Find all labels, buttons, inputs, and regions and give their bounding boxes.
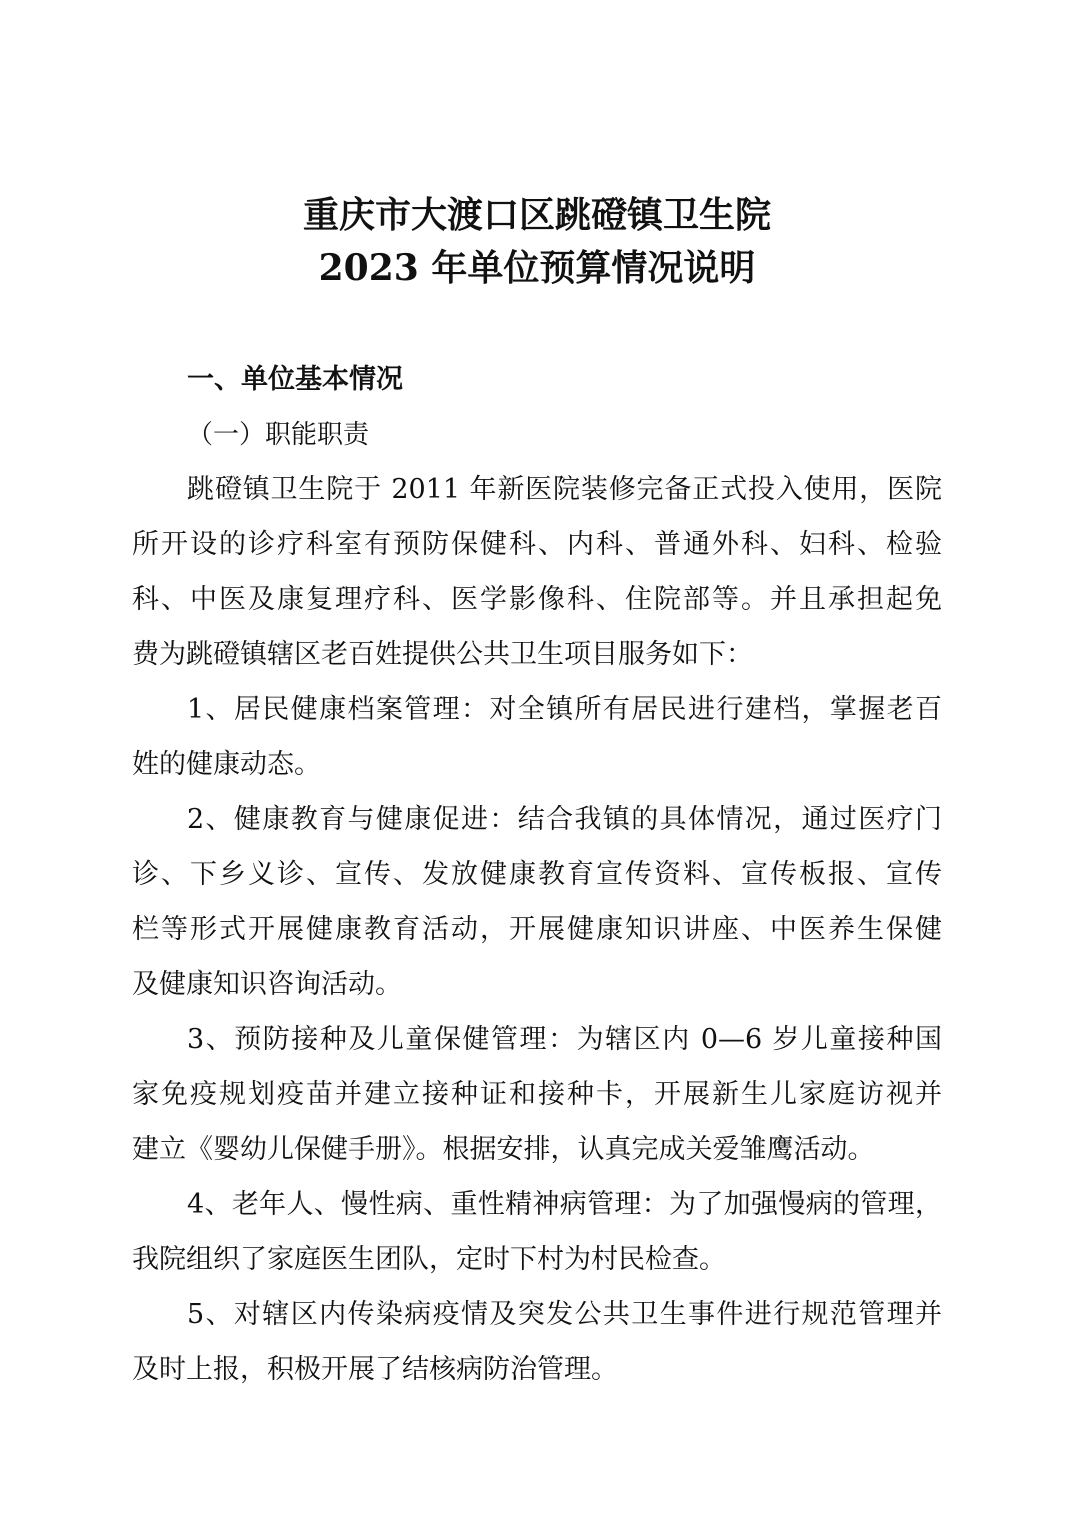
- paragraph-line: 姓的健康动态。: [132, 749, 321, 780]
- paragraph-line: 建立《婴幼儿保健手册》。根据安排，认真完成关爱雏鹰活动。: [132, 1134, 875, 1165]
- paragraph-line: 科、中医及康复理疗科、医学影像科、住院部等。并且承担起免: [132, 584, 942, 615]
- paragraph: [132, 1299, 942, 1409]
- paragraph-line: 所开设的诊疗科室有预防保健科、内科、普通外科、妇科、检验: [132, 529, 942, 560]
- paragraph-line: 诊、下乡义诊、宣传、发放健康教育宣传资料、宣传板报、宣传: [132, 859, 942, 890]
- document-title-line2: 2023 年单位预算情况说明: [318, 247, 756, 289]
- paragraph-line: 我院组织了家庭医生团队，定时下村为村民检查。: [132, 1244, 726, 1275]
- document-title-line1: 重庆市大渡口区跳磴镇卫生院: [302, 194, 771, 236]
- paragraph: [132, 1024, 942, 1189]
- paragraph: [132, 804, 942, 1024]
- paragraph: [132, 694, 942, 804]
- paragraph: [132, 1189, 942, 1299]
- paragraph-line: 及时上报，积极开展了结核病防治管理。: [132, 1354, 618, 1385]
- section-heading: 一、单位基本情况: [187, 364, 403, 395]
- paragraph-line: 跳磴镇卫生院于 2011 年新医院装修完备正式投入使用，医院: [187, 474, 942, 505]
- paragraph-line: 5、对辖区内传染病疫情及突发公共卫生事件进行规范管理并: [187, 1299, 942, 1330]
- subsection-heading: （一）职能职责: [187, 420, 370, 450]
- paragraph-line: 2、健康教育与健康促进：结合我镇的具体情况，通过医疗门: [187, 804, 942, 835]
- paragraph-line: 及健康知识咨询活动。: [132, 969, 402, 1000]
- paragraph-line: 3、预防接种及儿童保健管理：为辖区内 0—6 岁儿童接种国: [187, 1024, 942, 1055]
- paragraph: [132, 474, 942, 694]
- paragraph-line: 栏等形式开展健康教育活动，开展健康知识讲座、中医养生保健: [132, 914, 942, 945]
- paragraph-line: 4、老年人、慢性病、重性精神病管理：为了加强慢病的管理，: [187, 1189, 942, 1220]
- paragraph-line: 费为跳磴镇辖区老百姓提供公共卫生项目服务如下：: [132, 639, 753, 670]
- paragraph-line: 家免疫规划疫苗并建立接种证和接种卡，开展新生儿家庭访视并: [132, 1079, 942, 1110]
- document-body: [132, 474, 942, 1409]
- paragraph-line: 1、居民健康档案管理：对全镇所有居民进行建档，掌握老百: [187, 694, 942, 725]
